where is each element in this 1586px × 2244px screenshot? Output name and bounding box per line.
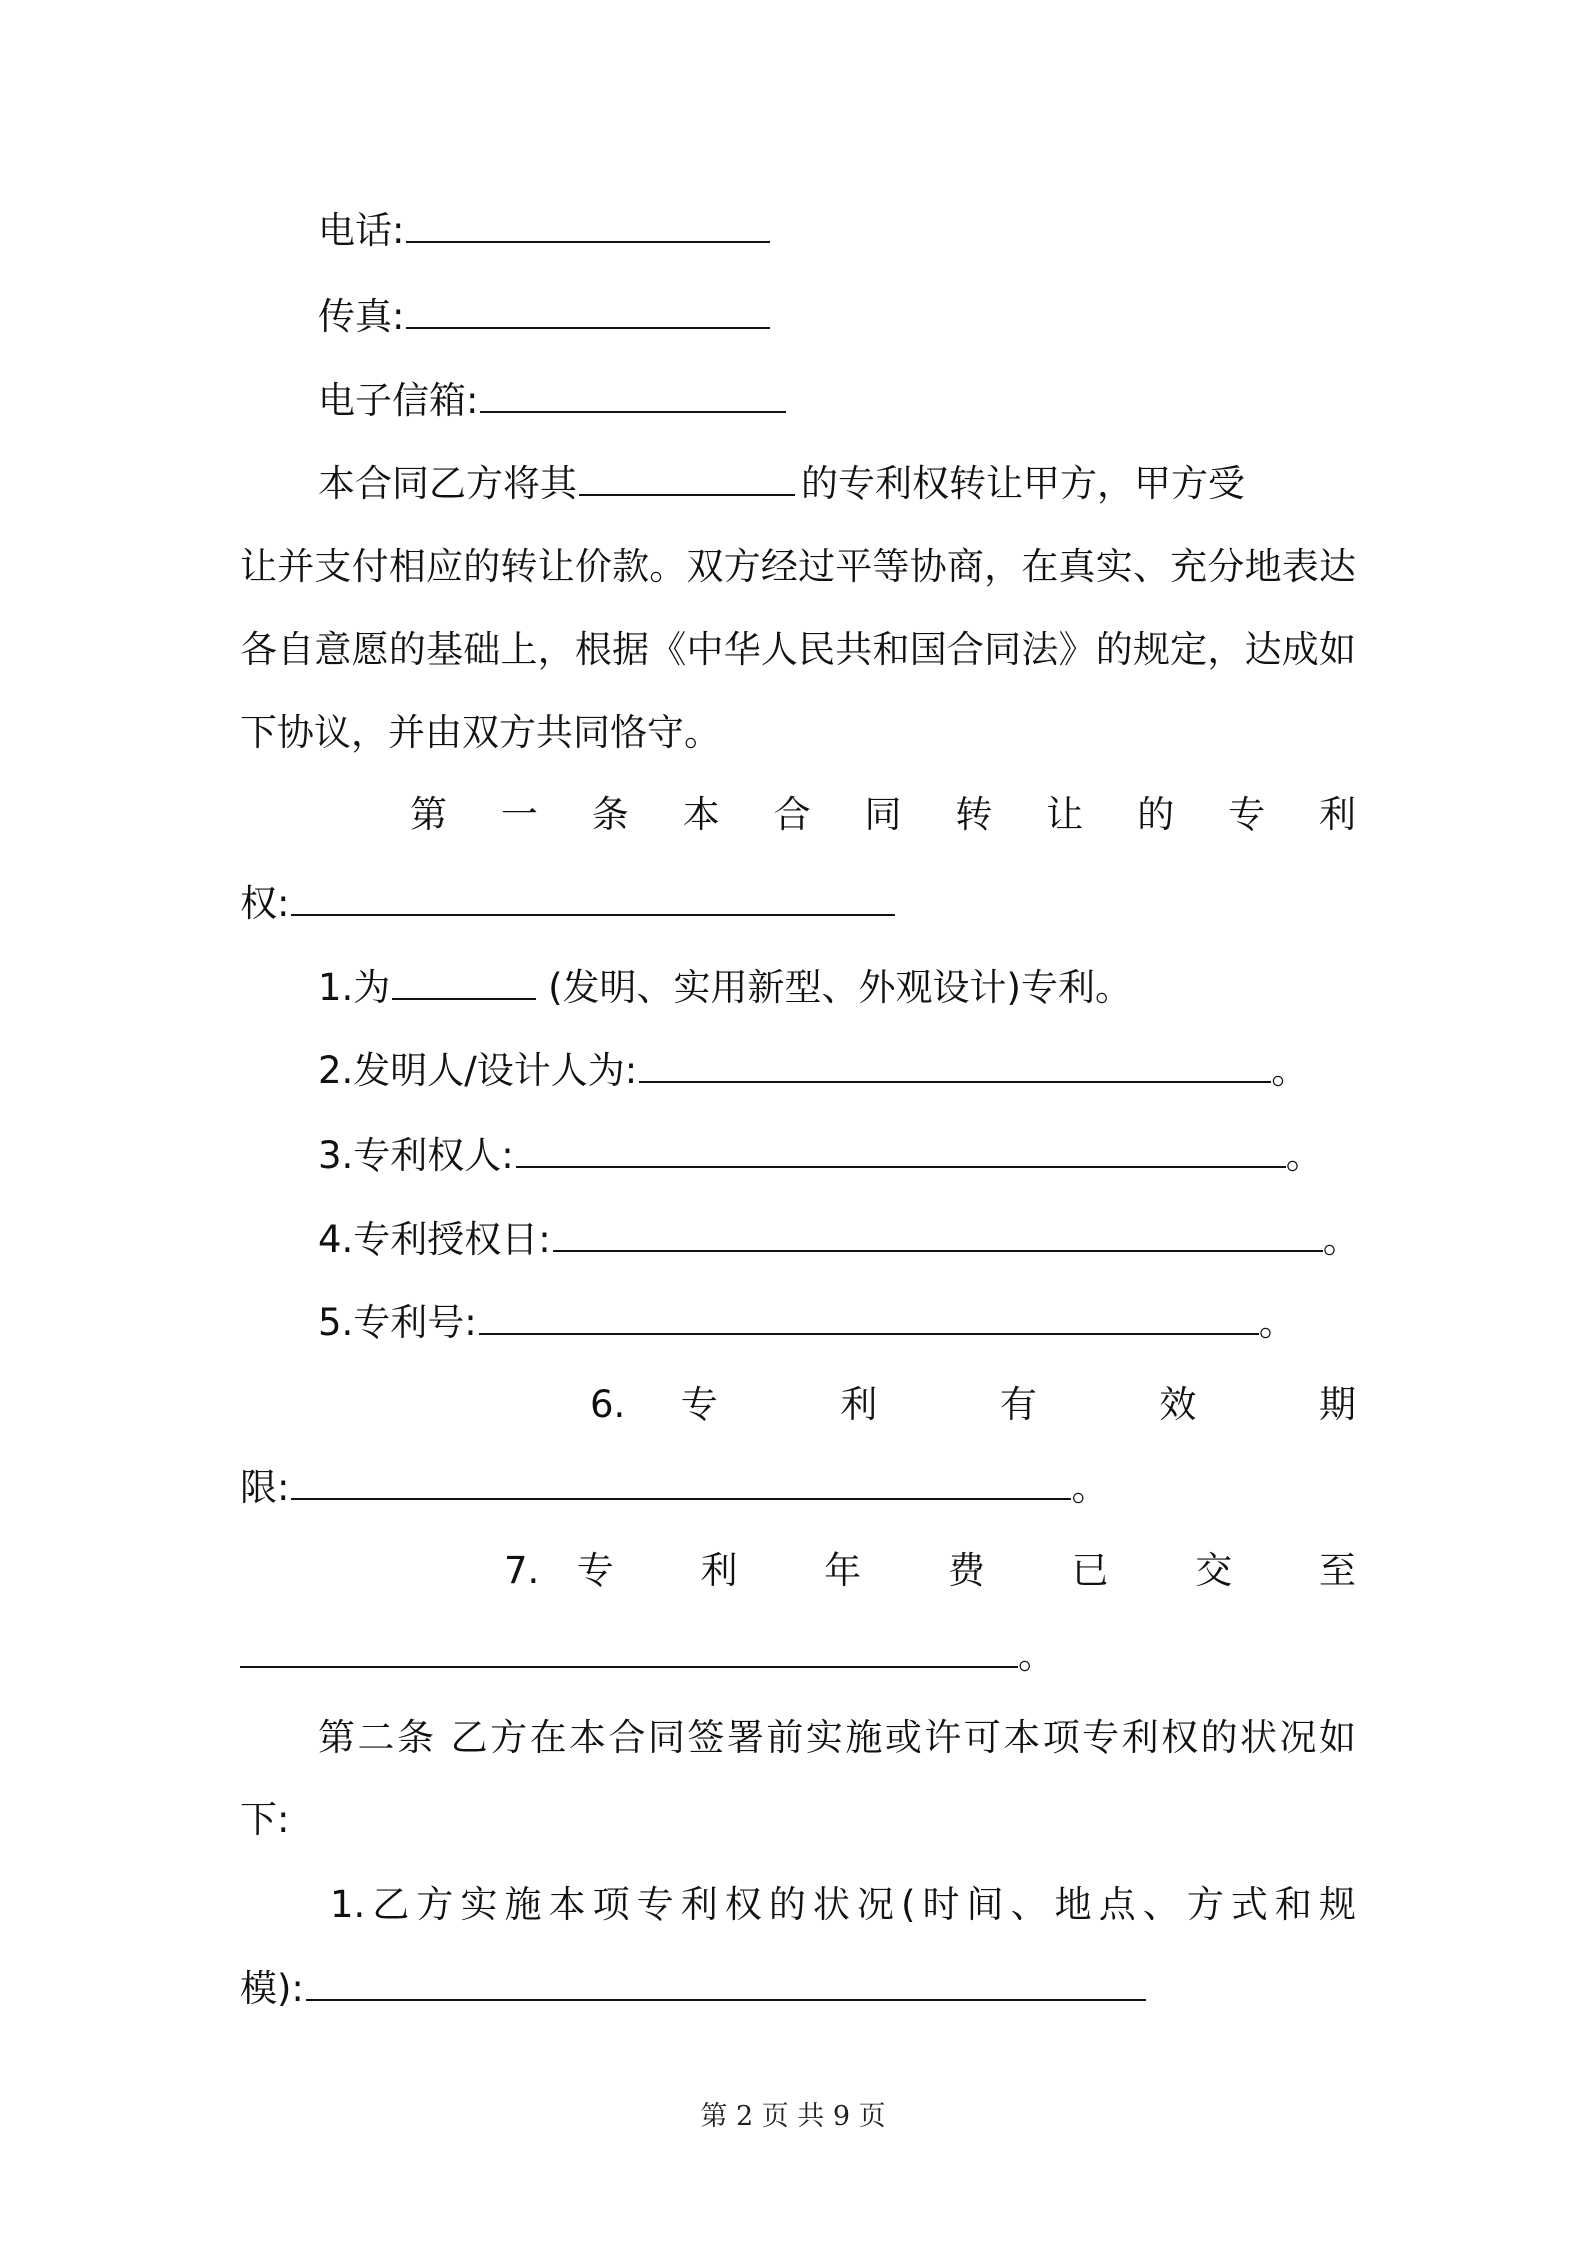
fax-blank[interactable] bbox=[406, 291, 770, 329]
intro-line-1 bbox=[318, 458, 1356, 509]
item-2-period: 。 bbox=[1271, 1049, 1309, 1092]
article-2-cont: 下: bbox=[240, 1798, 290, 1841]
intro-line-2: 让并支付相应的转让价款。双方经过平等协商，在真实、充分地表达 bbox=[240, 545, 1356, 588]
patent-name-blank[interactable] bbox=[579, 458, 795, 496]
intro-text-b: 的专利权转让甲方，甲方受 bbox=[801, 462, 1245, 505]
item-4-line bbox=[318, 1214, 1360, 1265]
inventor-blank[interactable] bbox=[639, 1045, 1271, 1083]
item-1-label: 1.为 bbox=[318, 966, 391, 1009]
page-footer: 第 2 页 共 9 页 bbox=[700, 2101, 886, 2132]
article-2-item-1-cont bbox=[240, 1963, 1356, 2014]
article-1-cont bbox=[240, 878, 1356, 929]
fax-label: 传真: bbox=[318, 295, 405, 338]
item-6-cont-label: 限: bbox=[240, 1466, 290, 1509]
item-2-line bbox=[318, 1045, 1356, 1096]
article-1-blank[interactable] bbox=[291, 878, 895, 916]
item-7-period: 。 bbox=[1018, 1634, 1055, 1677]
item-1-line bbox=[318, 962, 1356, 1013]
phone-label: 电话: bbox=[318, 209, 405, 252]
article-2-item-1: 1.乙方实施本项专利权的状况(时间、地点、方式和规 bbox=[330, 1883, 1356, 1926]
item-4-label: 4.专利授权日: bbox=[318, 1218, 551, 1261]
item-7-text: 7.专 利 年 费 已 交 至 bbox=[504, 1549, 1356, 1592]
implementation-status-blank[interactable] bbox=[306, 1963, 1146, 2001]
email-label: 电子信箱: bbox=[318, 379, 479, 422]
article-1-title-text: 第 一 条 本 合 同 转 让 的 专 利 bbox=[410, 793, 1356, 836]
item-6-text: 6.专 利 有 效 期 bbox=[590, 1383, 1356, 1426]
grant-date-blank[interactable] bbox=[553, 1214, 1323, 1252]
email-blank[interactable] bbox=[480, 375, 786, 413]
intro-text-a: 本合同乙方将其 bbox=[318, 462, 577, 505]
intro-line-3: 各自意愿的基础上，根据《中华人民共和国合同法》的规定，达成如 bbox=[240, 628, 1356, 671]
item-4-period: 。 bbox=[1322, 1218, 1360, 1261]
item-3-label: 3.专利权人: bbox=[318, 1134, 514, 1177]
item-5-label: 5.专利号: bbox=[318, 1301, 477, 1344]
item-7-cont bbox=[240, 1630, 1356, 1681]
phone-line bbox=[318, 205, 1356, 256]
item-6-period: 。 bbox=[1071, 1466, 1109, 1509]
email-line bbox=[318, 375, 1356, 426]
phone-blank[interactable] bbox=[406, 205, 770, 243]
article-2-item-1-label: 模): bbox=[240, 1967, 304, 2010]
patent-type-blank[interactable] bbox=[392, 962, 536, 1000]
article-1-title bbox=[410, 790, 1356, 840]
annual-fee-blank[interactable] bbox=[240, 1630, 1018, 1668]
item-6-line bbox=[590, 1380, 1356, 1430]
item-5-line bbox=[318, 1297, 1356, 1348]
item-3-line bbox=[318, 1130, 1356, 1181]
intro-line-4: 下协议，并由双方共同恪守。 bbox=[240, 711, 721, 754]
patent-number-blank[interactable] bbox=[479, 1297, 1259, 1335]
validity-period-blank[interactable] bbox=[291, 1462, 1071, 1500]
article-2-line: 第二条 乙方在本合同签署前实施或许可本项专利权的状况如 bbox=[318, 1716, 1356, 1759]
item-6-cont bbox=[240, 1462, 1356, 1513]
item-2-label: 2.发明人/设计人为: bbox=[318, 1049, 638, 1092]
item-3-period: 。 bbox=[1285, 1134, 1323, 1177]
item-5-period: 。 bbox=[1258, 1301, 1296, 1344]
item-7-line bbox=[504, 1546, 1356, 1596]
patentee-blank[interactable] bbox=[516, 1130, 1286, 1168]
item-1-text: (发明、实用新型、外观设计)专利。 bbox=[536, 966, 1132, 1009]
fax-line bbox=[318, 291, 1356, 342]
article-1-cont-label: 权: bbox=[240, 882, 290, 925]
